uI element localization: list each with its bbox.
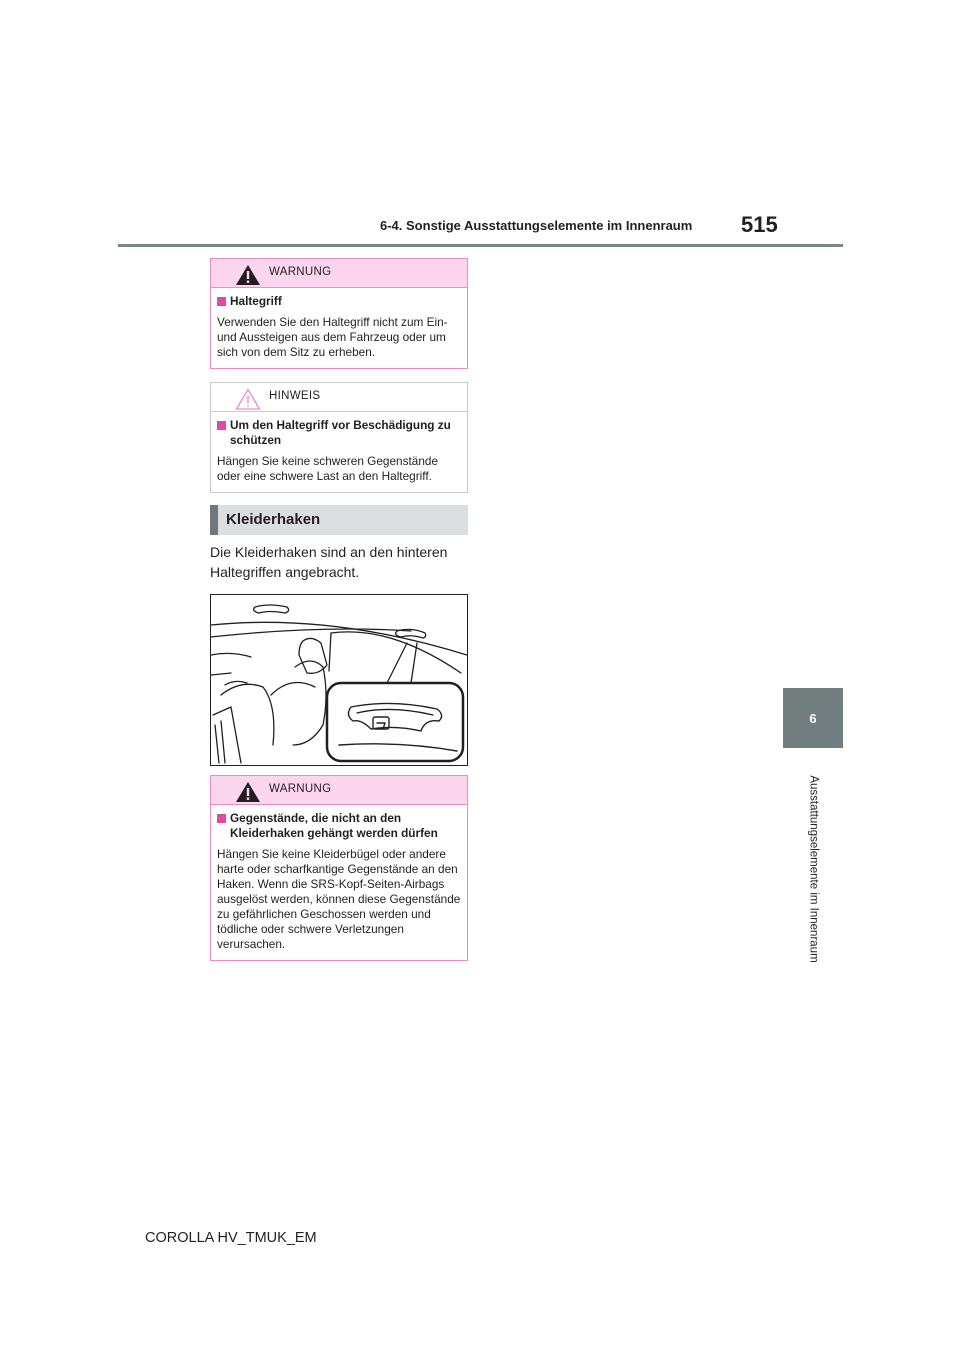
- header-divider: [118, 244, 843, 247]
- warning-label: WARNUNG: [269, 783, 332, 795]
- warning-subtitle: Haltegriff: [217, 294, 461, 309]
- warning-box-haltegriff: [210, 258, 468, 369]
- notice-text: Hängen Sie keine schweren Gegenstände oder eine schwere Last an den Haltegriff.: [217, 454, 439, 483]
- section-title: Kleiderhaken: [226, 511, 321, 528]
- page-number: 515: [741, 212, 778, 237]
- warning-box-kleiderhaken: [210, 775, 468, 961]
- section-body-text: Die Kleiderhaken sind an den hinteren Haltegriffen angebracht.: [210, 544, 448, 580]
- coat-hook-illustration: [210, 594, 468, 766]
- bullet-square-icon: [217, 814, 226, 823]
- warning-triangle-icon: [235, 781, 261, 803]
- bullet-square-icon: [217, 297, 226, 306]
- notice-box-haltegriff: [210, 382, 468, 493]
- warning-header: [211, 259, 467, 288]
- warning-text: Verwenden Sie den Haltegriff nicht zum Ein- und Aussteigen aus dem Fahrzeug oder um sich von dem Sitz zu erheben.: [217, 315, 448, 359]
- notice-subtitle: Um den Haltegriff vor Beschädigung zu schützen: [217, 418, 461, 448]
- warning-text: Hängen Sie keine Kleiderbügel oder andere harte oder scharfkantige Gegenstände an den Haken. Wenn die SRS-Kopf-Seiten-Airbags ausgelöst werden, können diese Gegenstände zu gefährlichen Geschossen werden und tödliche oder schwere Verletzungen verursachen.: [217, 847, 461, 951]
- notice-label: HINWEIS: [269, 390, 321, 402]
- warning-subtitle: Gegenstände, die nicht an den Kleiderhaken gehängt werden dürfen: [217, 811, 461, 841]
- chapter-tab: [783, 688, 843, 748]
- notice-header: [211, 383, 467, 412]
- header-section-title: 6-4. Sonstige Ausstattungselemente im Innenraum: [380, 218, 693, 233]
- caution-triangle-icon: [235, 388, 261, 410]
- car-interior-drawing: [211, 595, 467, 765]
- section-heading-kleiderhaken: [210, 505, 468, 535]
- chapter-title-vertical: [806, 758, 822, 980]
- chapter-number: 6: [809, 710, 817, 726]
- warning-header: [211, 776, 467, 805]
- warning-label: WARNUNG: [269, 266, 332, 278]
- footer-model: COROLLA HV_TMUK_EM: [145, 1230, 317, 1246]
- warning-triangle-icon: [235, 264, 261, 286]
- chapter-title: Ausstattungselemente im Innenraum: [808, 775, 821, 963]
- bullet-square-icon: [217, 421, 226, 430]
